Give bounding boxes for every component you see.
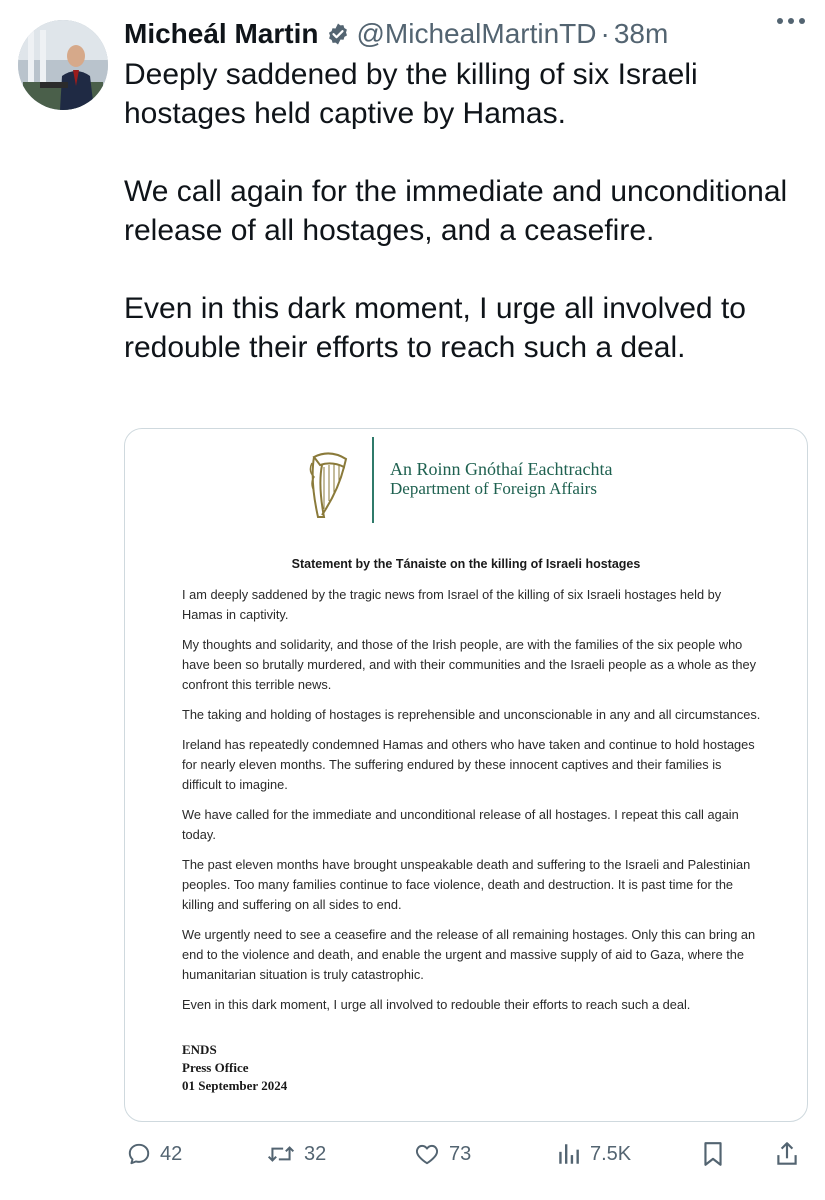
avatar[interactable] xyxy=(18,20,108,110)
avatar-photo xyxy=(18,20,108,110)
author-name[interactable]: Micheál Martin xyxy=(124,18,319,49)
statement-paragraph: My thoughts and solidarity, and those of the Irish people, are with the families of the six people who have been so brutally murdered, and with their communities and the Israeli people as a whole as they confront this terrible news. xyxy=(182,637,757,692)
bookmark-icon xyxy=(700,1140,726,1168)
author-handle[interactable]: @MichealMartinTD xyxy=(356,18,597,49)
statement-body xyxy=(182,585,762,1025)
share-button[interactable] xyxy=(774,1136,800,1172)
separator-dot: · xyxy=(600,18,610,49)
statement-paragraph: The past eleven months have brought unspeakable death and suffering to the Israeli and Palestinian peoples. Too many families continue to face violence, death and destruction. It is past time for the killing and suffering on all sides to end. xyxy=(182,857,751,912)
tweet-paragraph: We call again for the immediate and unconditional release of all hostages, and a ceasefire. xyxy=(124,175,788,247)
tweet-action-bar xyxy=(124,1136,806,1172)
like-icon xyxy=(413,1141,441,1167)
more-icon[interactable] xyxy=(777,18,805,24)
statement-paragraph: Ireland has repeatedly condemned Hamas and others who have taken and continue to hold hostages for nearly eleven months. The suffering endured by these innocent captives and their families is difficult to imagine. xyxy=(182,737,755,792)
statement-paragraph: The taking and holding of hostages is reprehensible and unconscionable in any and all circumstances. xyxy=(182,707,761,722)
statement-paragraph: We have called for the immediate and unconditional release of all hostages. I repeat this call again today. xyxy=(182,807,739,842)
tweet-paragraph: Even in this dark moment, I urge all involved to redouble their efforts to reach such a deal. xyxy=(124,292,746,364)
reply-icon xyxy=(126,1141,152,1167)
statement-date: 01 September 2024 xyxy=(182,1078,288,1093)
tweet-paragraph: Deeply saddened by the killing of six Israeli hostages held captive by Hamas. xyxy=(124,58,698,130)
attached-statement-image[interactable] xyxy=(124,428,808,1122)
repost-button[interactable] xyxy=(266,1136,326,1172)
like-count: 73 xyxy=(449,1142,472,1165)
like-button[interactable] xyxy=(413,1136,471,1172)
logo-divider xyxy=(372,437,374,523)
bookmark-button[interactable] xyxy=(700,1136,726,1172)
verified-badge-icon xyxy=(326,22,350,46)
department-name-irish: An Roinn Gnóthaí Eachtrachta xyxy=(390,459,613,479)
department-name-english: Department of Foreign Affairs xyxy=(390,479,597,498)
statement-paragraph: Even in this dark moment, I urge all involved to redouble their efforts to reach such a deal. xyxy=(182,997,691,1012)
views-count: 7.5K xyxy=(590,1142,632,1165)
repost-icon xyxy=(266,1141,296,1167)
statement-paragraph: We urgently need to see a ceasefire and the release of all remaining hostages. Only this can bring an end to the violence and death, and enable the urgent and massive supply of aid to Gaza, where the humanitarian situation is truly catastrophic. xyxy=(182,927,756,982)
views-icon xyxy=(556,1141,582,1167)
press-office-label: Press Office xyxy=(182,1060,249,1075)
reply-button[interactable] xyxy=(126,1136,182,1172)
harp-icon xyxy=(308,451,352,523)
tweet-text xyxy=(124,55,804,367)
repost-count: 32 xyxy=(304,1142,327,1165)
reply-count: 42 xyxy=(160,1142,183,1165)
statement-title: Statement by the Tánaiste on the killing of Israeli hostages xyxy=(291,557,641,571)
share-icon xyxy=(774,1140,800,1168)
statement-footer xyxy=(182,1041,287,1095)
tweet-timestamp[interactable]: 38m xyxy=(613,18,669,49)
tweet-header xyxy=(124,14,805,54)
ends-label: ENDS xyxy=(182,1042,217,1057)
statement-paragraph: I am deeply saddened by the tragic news from Israel of the killing of six Israeli hostages held by Hamas in captivity. xyxy=(182,587,722,622)
views-button[interactable] xyxy=(556,1136,631,1172)
